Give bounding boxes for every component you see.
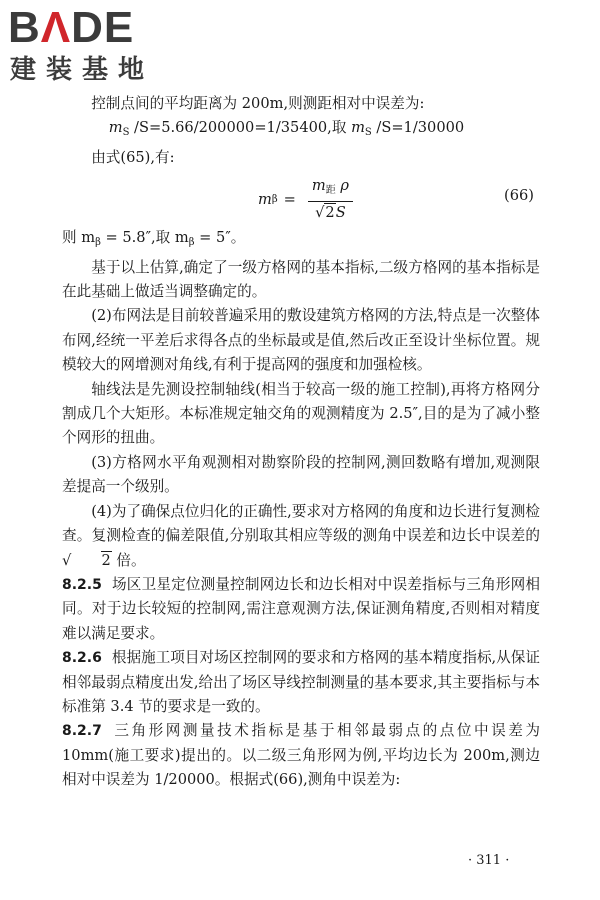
paragraph-intro: 控制点间的平均距离为 200m,则测距相对中误差为: <box>91 95 425 112</box>
brand-accent-letter: Λ <box>40 3 72 52</box>
ratio-line: $m_S$ /S=5.66/200000=1/35400,取 $m_S$ /S=1/30000 <box>108 119 465 139</box>
brand-chinese-name: 建装基地 <box>10 55 155 85</box>
page-body <box>62 92 540 793</box>
section-number: 8.2.6 <box>62 650 102 667</box>
equation-number: (66) <box>504 187 534 205</box>
paragraph-recheck: (4)为了确保点位归化的正确性,要求对方格网的角度和边长进行复测检查。复测检查的偏差限值,分别取其相应等级的测角中误差和边长中误差的 √ 2 倍。 <box>62 502 540 569</box>
paragraph-axis-method: 轴线法是先测设控制轴线(相当于较高一级的施工控制),再将方格网分割成几个大矩形。本标准规定轴交角的观测精度为 2.5″,目的是为了减小整个网形的扭曲。 <box>62 380 540 447</box>
section-8-2-7: 8.2.7 三角形网测量技术指标是基于相邻最弱点的点位中误差为 10mm(施工要求)提出的。以二级三角形网为例,平均边长为 200m,测边相对中误差为 1/20000。根据式(66),测角中误差为: <box>62 722 540 789</box>
page-number: · 311 · <box>468 853 510 868</box>
section-number: 8.2.7 <box>62 723 102 740</box>
section-8-2-6: 8.2.6 根据施工项目对场区控制网的要求和方格网的基本精度指标,从保证相邻最弱点精度出发,给出了场区导线控制测量的基本要求,其主要指标与本标准第 3.4 节的要求是一致的。 <box>62 649 540 715</box>
brand-logo <box>8 3 178 86</box>
paragraph-layout-method: (2)布网法是目前较普遍采用的敷设建筑方格网的方法,特点是一次整体布网,经统一平差后求得各点的坐标最或是值,然后改正至设计坐标位置。规模较大的网增测对角线,有利于提高网的强度和加强检核。 <box>62 307 540 374</box>
formula-reference: 由式(65),有: <box>91 148 175 166</box>
equation-fraction: $\frac{m_距 \rho}{√2S}$ <box>308 176 353 224</box>
paragraph-grid-indices: 基于以上估算,确定了一级方格网的基本指标,二级方格网的基本指标是在此基础上做适当调整确定的。 <box>62 258 540 301</box>
equation-66: m β = $\frac{m_距 \rho}{√2S}$ (66) <box>62 170 540 226</box>
section-number: 8.2.5 <box>62 576 102 593</box>
result-line: 则 $m_\beta = 5.8''$,取 $m_\beta = 5''$。 <box>62 229 246 249</box>
section-8-2-5: 8.2.5 场区卫星定位测量控制网边长和边长相对中误差指标与三角形网相同。对于边长较短的控制网,需注意观测方法,保证测角精度,否则相对精度难以满足要求。 <box>62 575 540 642</box>
paragraph-horizontal-angle: (3)方格网水平角观测相对勘察阶段的控制网,测回数略有增加,观测限差提高一个级别。 <box>62 453 540 496</box>
brand-wordmark: BΛDE <box>8 3 135 52</box>
